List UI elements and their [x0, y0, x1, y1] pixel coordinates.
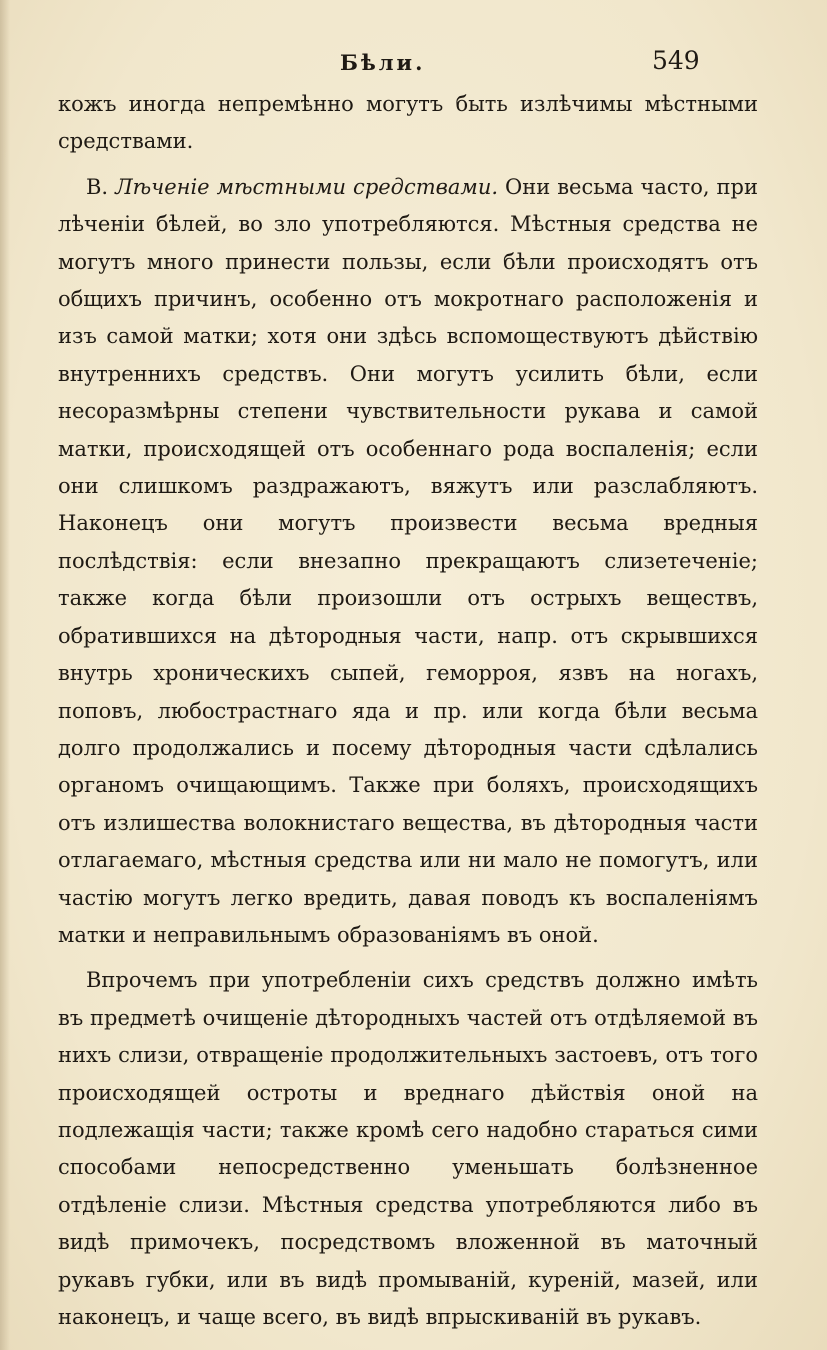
- paragraph-usage: Впрочемъ при употребленіи сихъ средствъ должно имѣть въ предметѣ очищеніе дѣтородныхъ частей отъ отдѣляемой въ нихъ слизи, отвращеніе продолжительныхъ застоевъ, отъ того происходящей остроты и вреднаго дѣйствія оной на подлежащія части; также кромѣ сего надобно стараться сими способами непосредственно уменьшать болѣзненное отдѣленіе слизи. Мѣстныя средства употребляются либо въ видѣ примочекъ, посредствомъ вложенной въ маточный рукавъ губки, или въ видѣ промыванiй, куреній, мазей, или наконецъ, и чаще всего, въ видѣ впрыскиваній въ рукавъ.: [58, 968, 758, 1329]
- page-spine-shadow: [0, 0, 10, 1350]
- section-letter: В.: [86, 174, 109, 199]
- body-text: [58, 86, 758, 1344]
- paragraph-section-v: [58, 169, 758, 955]
- page-header: [0, 42, 827, 82]
- section-title: Лѣченіе мѣстными средствами.: [115, 174, 499, 199]
- page-number: 549: [652, 46, 700, 75]
- section-text: Они весьма часто, при лѣченіи бѣлей, во зло употребляются. Мѣстныя средства не могутъ много принести пользы, если бѣли происходятъ отъ общихъ причинъ, особенно отъ мокротнаго расположенія и изъ самой матки; хотя они здѣсь вспомоществуютъ дѣйствію внутреннихъ средствъ. Они могутъ усилить бѣли, если несоразмѣрны степени чувствительности рукава и самой матки, происходящей отъ особеннаго рода воспаленія; если они слишкомъ раздражаютъ, вяжутъ или разслабляютъ. Наконецъ они могутъ произвести весьма вредныя послѣдствія: если внезапно прекращаютъ слизетеченіе; также когда бѣли произошли отъ острыхъ веществъ, обратившихся на дѣтородныя части, напр. отъ скрывшихся внутрь хроническихъ сыпей, геморроя, язвъ на ногахъ, поповъ, любострастнаго яда и пр. или когда бѣли весьма долго продолжались и посему дѣтородныя части сдѣлались органомъ очищающимъ. Также при боляхъ, происходящихъ отъ излишества волокнистаго вещества, въ дѣтородныя части отлагаемаго, мѣстныя средства или ни мало не помогутъ, или частію могутъ легко вредить, давая поводъ къ воспаленіямъ матки и неправильнымъ образованіямъ въ оной.: [58, 174, 758, 947]
- paragraph-continuation: кожъ иногда непремѣнно могутъ быть излѣчимы мѣстными средствами.: [58, 92, 758, 154]
- running-title: Бѣли.: [340, 50, 426, 75]
